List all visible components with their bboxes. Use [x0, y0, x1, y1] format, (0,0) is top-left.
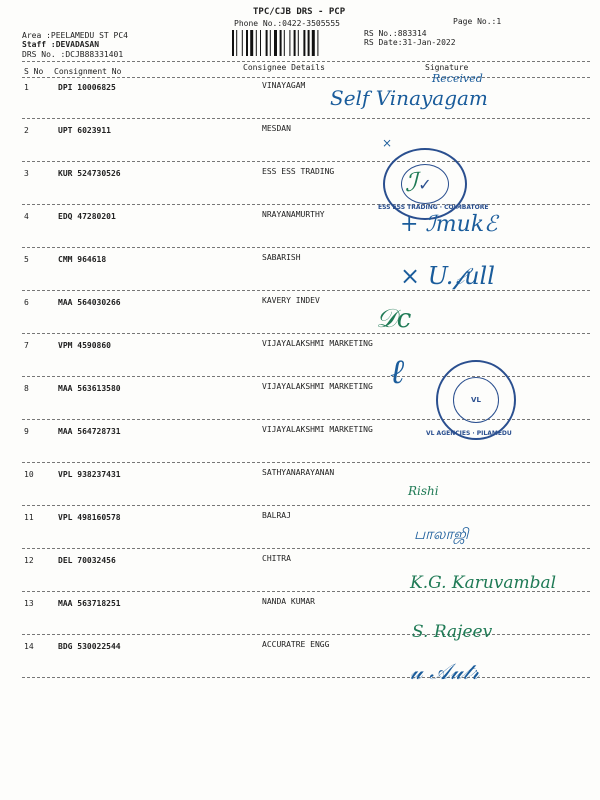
barcode-bar	[284, 30, 285, 56]
signature-row-12: K.G. Karuvambal	[410, 573, 557, 593]
barcode-bar	[266, 30, 268, 56]
row-divider	[22, 634, 590, 635]
header-divider-top	[22, 61, 590, 62]
barcode-bar	[260, 30, 261, 56]
area-label: Area :PEELAMEDU ST PC4	[22, 31, 128, 40]
row-divider	[22, 548, 590, 549]
signature-row-1: Self Vinayagam	[330, 86, 488, 110]
signature-note-received: Received	[432, 72, 483, 85]
barcode-bar	[236, 30, 237, 56]
row-divider	[22, 462, 590, 463]
row-sno: 13	[24, 599, 34, 608]
row-divider	[22, 204, 590, 205]
drs-number: DRS No. :DCJB88331401	[22, 50, 124, 59]
row-consignment-no: MAA 563718251	[58, 599, 121, 608]
signature-row-3: ℐ	[405, 168, 418, 198]
row-divider	[22, 290, 590, 291]
ess-trading-stamp: ✓	[383, 148, 467, 220]
row-divider	[22, 161, 590, 162]
row-consignee-name: BALRAJ	[262, 511, 291, 520]
row-consignment-no: VPL 498160578	[58, 513, 121, 522]
row-sno: 4	[24, 212, 29, 221]
signature-row-13: S. Rajeev	[412, 622, 493, 642]
row-sno: 12	[24, 556, 34, 565]
row-consignee-name: VIJAYALAKSHMI MARKETING	[262, 425, 373, 434]
row-consignee-name: ESS ESS TRADING	[262, 167, 335, 176]
row-sno: 9	[24, 427, 29, 436]
row-consignment-no: MAA 564728731	[58, 427, 121, 436]
document-title: TPC/CJB DRS - PCP	[253, 7, 346, 17]
row-divider	[22, 505, 590, 506]
row-consignee-name: KAVERY INDEV	[262, 296, 320, 305]
row-consignee-name: VIJAYALAKSHMI MARKETING	[262, 382, 373, 391]
row-consignee-name: MESDAN	[262, 124, 291, 133]
signature-row-6: 𝒟c	[376, 304, 412, 334]
signature-row-10: Rishi	[408, 484, 439, 498]
row-consignment-no: MAA 564030266	[58, 298, 121, 307]
row-consignee-name: VINAYAGAM	[262, 81, 306, 90]
row-divider	[22, 118, 590, 119]
col-sno: S No	[24, 67, 44, 76]
row-sno: 8	[24, 384, 29, 393]
row-consignment-no: DPI 10006825	[58, 83, 116, 92]
row-consignment-no: EDQ 47280201	[58, 212, 116, 221]
row-divider	[22, 677, 590, 678]
row-sno: 5	[24, 255, 29, 264]
page-number: Page No.:1	[453, 17, 502, 26]
rs-date: RS Date:31-Jan-2022	[364, 38, 456, 47]
col-consignment: Consignment No	[54, 67, 122, 76]
row-consignment-no: VPM 4590860	[58, 341, 111, 350]
row-consignment-no: KUR 524730526	[58, 169, 121, 178]
row-consignment-no: BDG 530022544	[58, 642, 121, 651]
col-consignee: Consignee Details	[243, 63, 325, 72]
row-consignee-name: SATHYANARAYANAN	[262, 468, 335, 477]
barcode-bar	[256, 30, 257, 56]
row-consignee-name: VIJAYALAKSHMI MARKETING	[262, 339, 373, 348]
barcode-graphic	[232, 30, 352, 56]
barcode-bar	[232, 30, 234, 56]
row-consignment-no: DEL 70032456	[58, 556, 116, 565]
barcode-bar	[280, 30, 282, 56]
barcode-bar	[312, 30, 315, 56]
barcode-bar	[294, 30, 296, 56]
row-consignee-name: SABARISH	[262, 253, 301, 262]
barcode-bar	[250, 30, 253, 56]
phone-number: Phone No.:0422-3505555	[234, 19, 340, 28]
row-divider	[22, 247, 590, 248]
row-sno: 11	[24, 513, 34, 522]
row-consignment-no: VPL 938237431	[58, 470, 121, 479]
row-sno: 10	[24, 470, 34, 479]
barcode-bar	[289, 30, 290, 56]
vl-agencies-stamp: VL	[436, 360, 516, 440]
row-sno: 6	[24, 298, 29, 307]
signature-row-4: + ℐmukℰ	[400, 212, 498, 237]
row-consignment-no: MAA 563613580	[58, 384, 121, 393]
row-consignment-no: CMM 964618	[58, 255, 107, 264]
signature-row-14: 𝓊 𝒜𝓊𝓉𝓇	[410, 660, 480, 685]
rs-number: RS No.:883314	[364, 29, 427, 38]
ess-stamp-text: ESS ESS TRADING · COIMBATORE	[378, 204, 489, 211]
row-consignee-name: CHITRA	[262, 554, 291, 563]
row-consignee-name: NRAYANAMURTHY	[262, 210, 325, 219]
barcode-bar	[274, 30, 277, 56]
barcode-bar	[317, 30, 318, 56]
barcode-bar	[303, 30, 305, 56]
row-divider	[22, 333, 590, 334]
row-sno: 14	[24, 642, 34, 651]
staff-label: Staff :DEVADASAN	[22, 40, 100, 49]
row-sno: 7	[24, 341, 29, 350]
col-signature: Signature	[425, 63, 469, 72]
row-consignee-name: NANDA KUMAR	[262, 597, 315, 606]
row-sno: 1	[24, 83, 29, 92]
signature-row-11: பாலாஜி	[414, 525, 469, 543]
signature-mark-row-2: ×	[382, 136, 393, 150]
barcode-bar	[270, 30, 271, 56]
row-sno: 2	[24, 126, 29, 135]
row-consignee-name: ACCURATRE ENGG	[262, 640, 330, 649]
barcode-bar	[246, 30, 248, 56]
row-sno: 3	[24, 169, 29, 178]
barcode-bar	[242, 30, 243, 56]
barcode-bar	[298, 30, 299, 56]
signature-row-7: ℓ	[390, 352, 405, 392]
vl-stamp-text: VL AGENCIES · PILAMEDU	[426, 430, 512, 437]
row-consignment-no: UPT 6023911	[58, 126, 111, 135]
barcode-bar	[308, 30, 310, 56]
header-divider-bottom	[22, 77, 590, 78]
signature-row-5: × U.𝒻ull	[400, 262, 495, 290]
